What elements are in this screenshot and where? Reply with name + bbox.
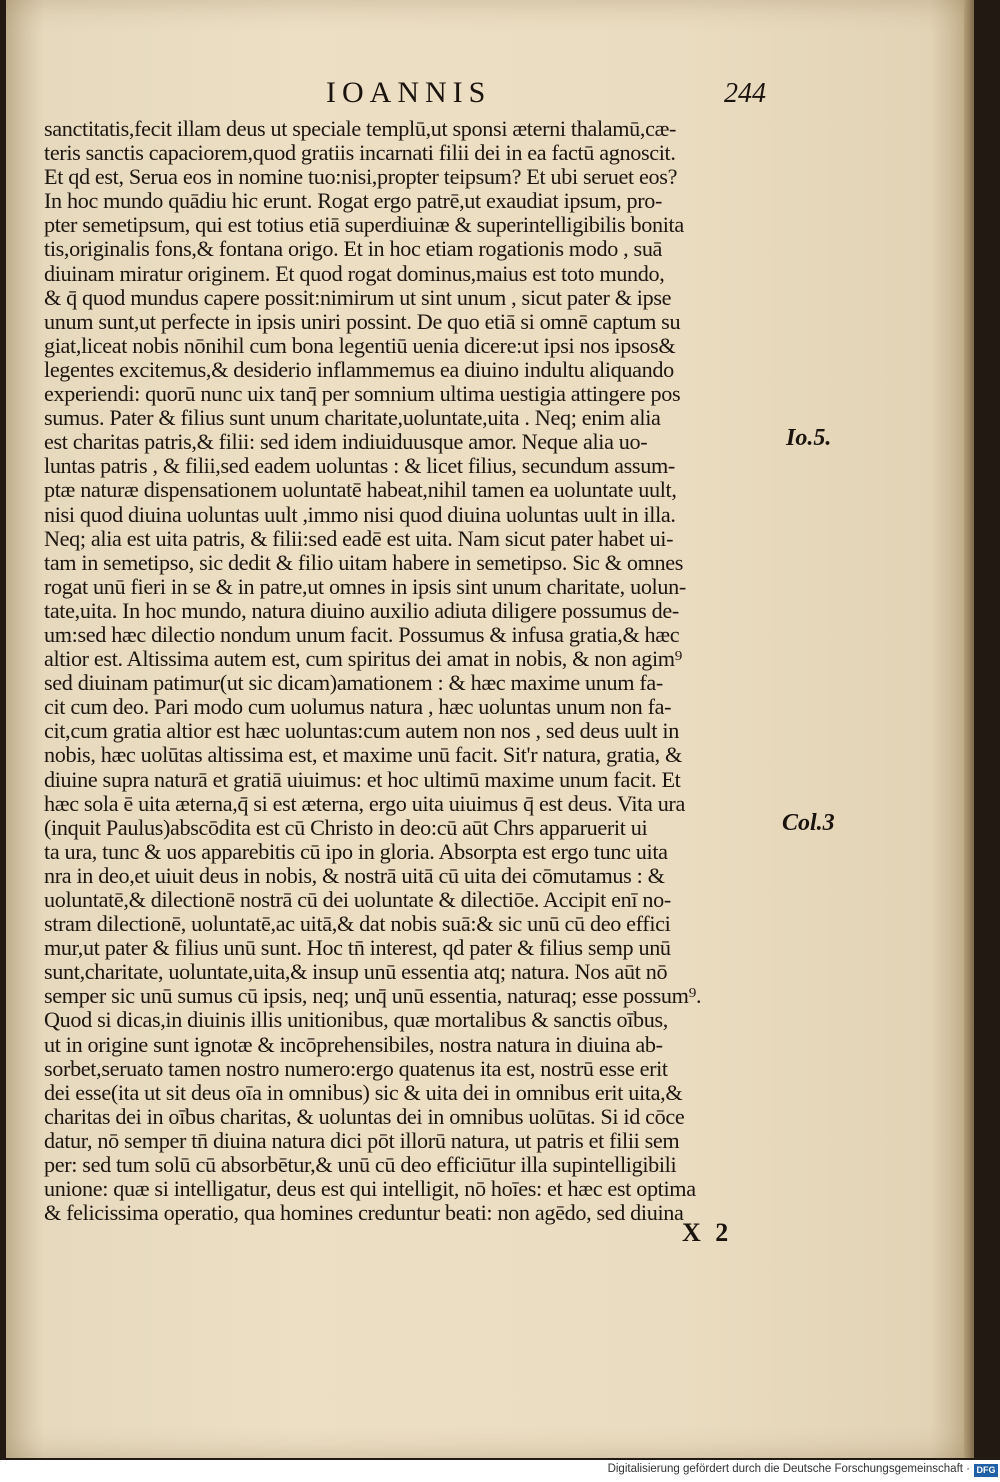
text-line: tis,originalis fons,& fontana origo. Et in hoc etiam rogationis modo , suā [44,236,663,262]
text-line: experiendi: quorū nunc uix tanq̄ per somnium ultima uestigia attingere pos [44,381,681,407]
text-line: luntas patris , & filii,sed eadem uoluntas : & licet filius, secundum assum- [44,453,675,479]
text-line: est charitas patris,& filii: sed idem indiuiduusque amor. Neque alia uo- [44,429,648,455]
text-line: rogat unū fieri in se & in patre,ut omnes in ipsis sint unum charitate, uolun- [44,573,686,599]
page-number: 244 [724,78,766,109]
text-line: sunt,charitate, uoluntate,uita,& insup unū essentia atq; natura. Nos aūt nō [44,959,668,985]
text-line: In hoc mundo quādiu hic erunt. Rogat ergo patrē,ut exaudiat ipsum, pro- [44,188,663,214]
body-text [44,117,794,1225]
text-line: per: sed tum solū cū absorbētur,& unū cū deo efficiūtur illa supintelligibili [44,1152,677,1178]
text-line: sed diuinam patimur(ut sic dicam)amationem : & hæc maxime unum fa- [44,670,663,696]
running-head: IOANNIS [326,76,492,109]
text-line: nra in deo,et uiuit deus in nobis, & nostrā uitā cū uita dei cōmutamus : & [44,862,665,888]
margin-note-reference: Col.3 [782,810,835,836]
text-line: sumus. Pater & filius sunt unum charitate,uoluntate,uita . Neq; enim alia [44,405,661,431]
text-line: sanctitatis,fecit illam deus ut speciale templū,ut sponsi æterni thalamū,cæ- [44,116,677,141]
text-line: cit,cum gratia altior est hæc uoluntas:cum autem non nos , sed deus uult in [44,718,679,744]
text-line: uoluntatē,& dilectionē nostrā cū dei uoluntate & dilectiōe. Accipit enī no- [44,887,671,912]
text-line: cit cum deo. Pari modo cum uolumus natura , hæc uoluntas unum non fa- [44,694,672,720]
text-line: unum sunt,ut perfecte in ipsis uniri possint. De quo etiā si omnē captum su [44,308,681,334]
text-line: pter semetipsum, qui est totius etiā superdiuinæ & superintelligibilis bonita [44,212,684,238]
text-line: giat,liceat nobis nōnihil cum bona legentiū uenia dicere:ut ipsi nos ipsos& [44,332,676,358]
text-line: teris sanctis capaciorem,quod gratiis incarnati filii dei in ea factū agnoscit. [44,140,676,166]
text-line: & q̄ quod mundus capere possit:nimirum ut sint unum , sicut pater & ipse [44,284,672,310]
text-line: dei esse(ita ut sit deus oīa in omnibus) sic & uita dei in omnibus erit uita,& [44,1079,683,1105]
footer-bar [0,1460,1000,1482]
text-line: um:sed hæc dilectio nondum unum facit. Possumus & infusa gratia,& hæc [44,621,680,647]
signature-mark: X 2 [682,1218,733,1247]
text-line: datur, nō semper tn̄ diuina natura dici pōt illorū natura, ut patris et filii sem [44,1127,680,1153]
text-line: sorbet,seruato tamen nostro numero:ergo quatenus ita est, nostrū esse erit [44,1055,668,1081]
text-line: mur,ut pater & filius unū sunt. Hoc tn̄ interest, qd pater & filius semp unū [44,935,671,961]
text-line: charitas dei in oībus charitas, & uoluntas dei in omnibus uolūtas. Si id cōce [44,1103,685,1129]
text-line: legentes excitemus,& desiderio inflammemus ea diuino indultu aliquando [44,356,674,382]
margin-note-reference: Io.5. [786,425,832,451]
text-line: stram dilectionē, uoluntatē,ac uitā,& dat nobis suā:& sic unū cū deo effici [44,911,671,937]
text-line: semper sic unū sumus cū ipsis, neq; unq̄ unū essentia, naturaq; esse possum⁹. [44,983,702,1009]
text-line: (inquit Paulus)abscōdita est cū Christo in deo:cū aūt Chrs apparuerit ui [44,814,648,840]
book-page [6,0,968,1458]
text-line: diuine supra naturā et gratiā uiuimus: et hoc ultimū maxime unum facit. Et [44,766,681,792]
text-line: nisi quod diuina uoluntas uult ,immo nisi quod diuina uoluntas uult in illa. [44,501,676,527]
text-line: tam in semetipso, sic dedit & filio uitam habere in semetipso. Sic & omnes [44,549,683,575]
text-line: & felicissima operatio, qua homines creduntur beati: non agēdo, sed diuina [44,1200,684,1226]
page-header [6,76,968,116]
page-edge [964,0,974,1458]
funding-credit: Digitalisierung gefördert durch die Deutsche Forschungsgemeinschaft · [607,1463,970,1475]
dfg-logo: DFG [974,1464,998,1477]
text-line: hæc sola ē uita æterna,q̄ si est æterna, ergo uita uiuimus q̄ est deus. Vita ura [44,790,685,816]
text-line: ut in origine sunt ignotæ & incōprehensibiles, nostra natura in diuina ab- [44,1031,663,1057]
text-line: ta ura, tunc & uos apparebitis cū ipo in gloria. Absorpta est ergo tunc uita [44,838,668,864]
text-line: Neq; alia est uita patris, & filii:sed eadē est uita. Nam sicut pater habet ui- [44,525,674,551]
text-line: nobis, hæc uolūtas altissima est, et maxime unū facit. Sit'r natura, gratia, & [44,742,682,768]
text-line: Et qd est, Serua eos in nomine tuo:nisi,propter teipsum? Et ubi seruet eos? [44,164,678,190]
text-line: unione: quæ si intelligatur, deus est qui intelligit, nō hoīes: et hæc est optima [44,1176,696,1202]
text-line: diuinam miratur originem. Et quod rogat dominus,maius est toto mundo, [44,260,665,286]
text-line: tate,uita. In hoc mundo, natura diuino auxilio adiuta diligere possumus de- [44,597,679,623]
text-line: ptæ naturæ dispensationem uoluntatē habeat,nihil tamen ea uoluntate uult, [44,477,677,503]
text-line: Quod si dicas,in diuinis illis unitionibus, quæ mortalibus & sanctis oībus, [44,1007,668,1033]
text-line: altior est. Altissima autem est, cum spiritus dei amat in nobis, & non agim⁹ [44,646,683,672]
